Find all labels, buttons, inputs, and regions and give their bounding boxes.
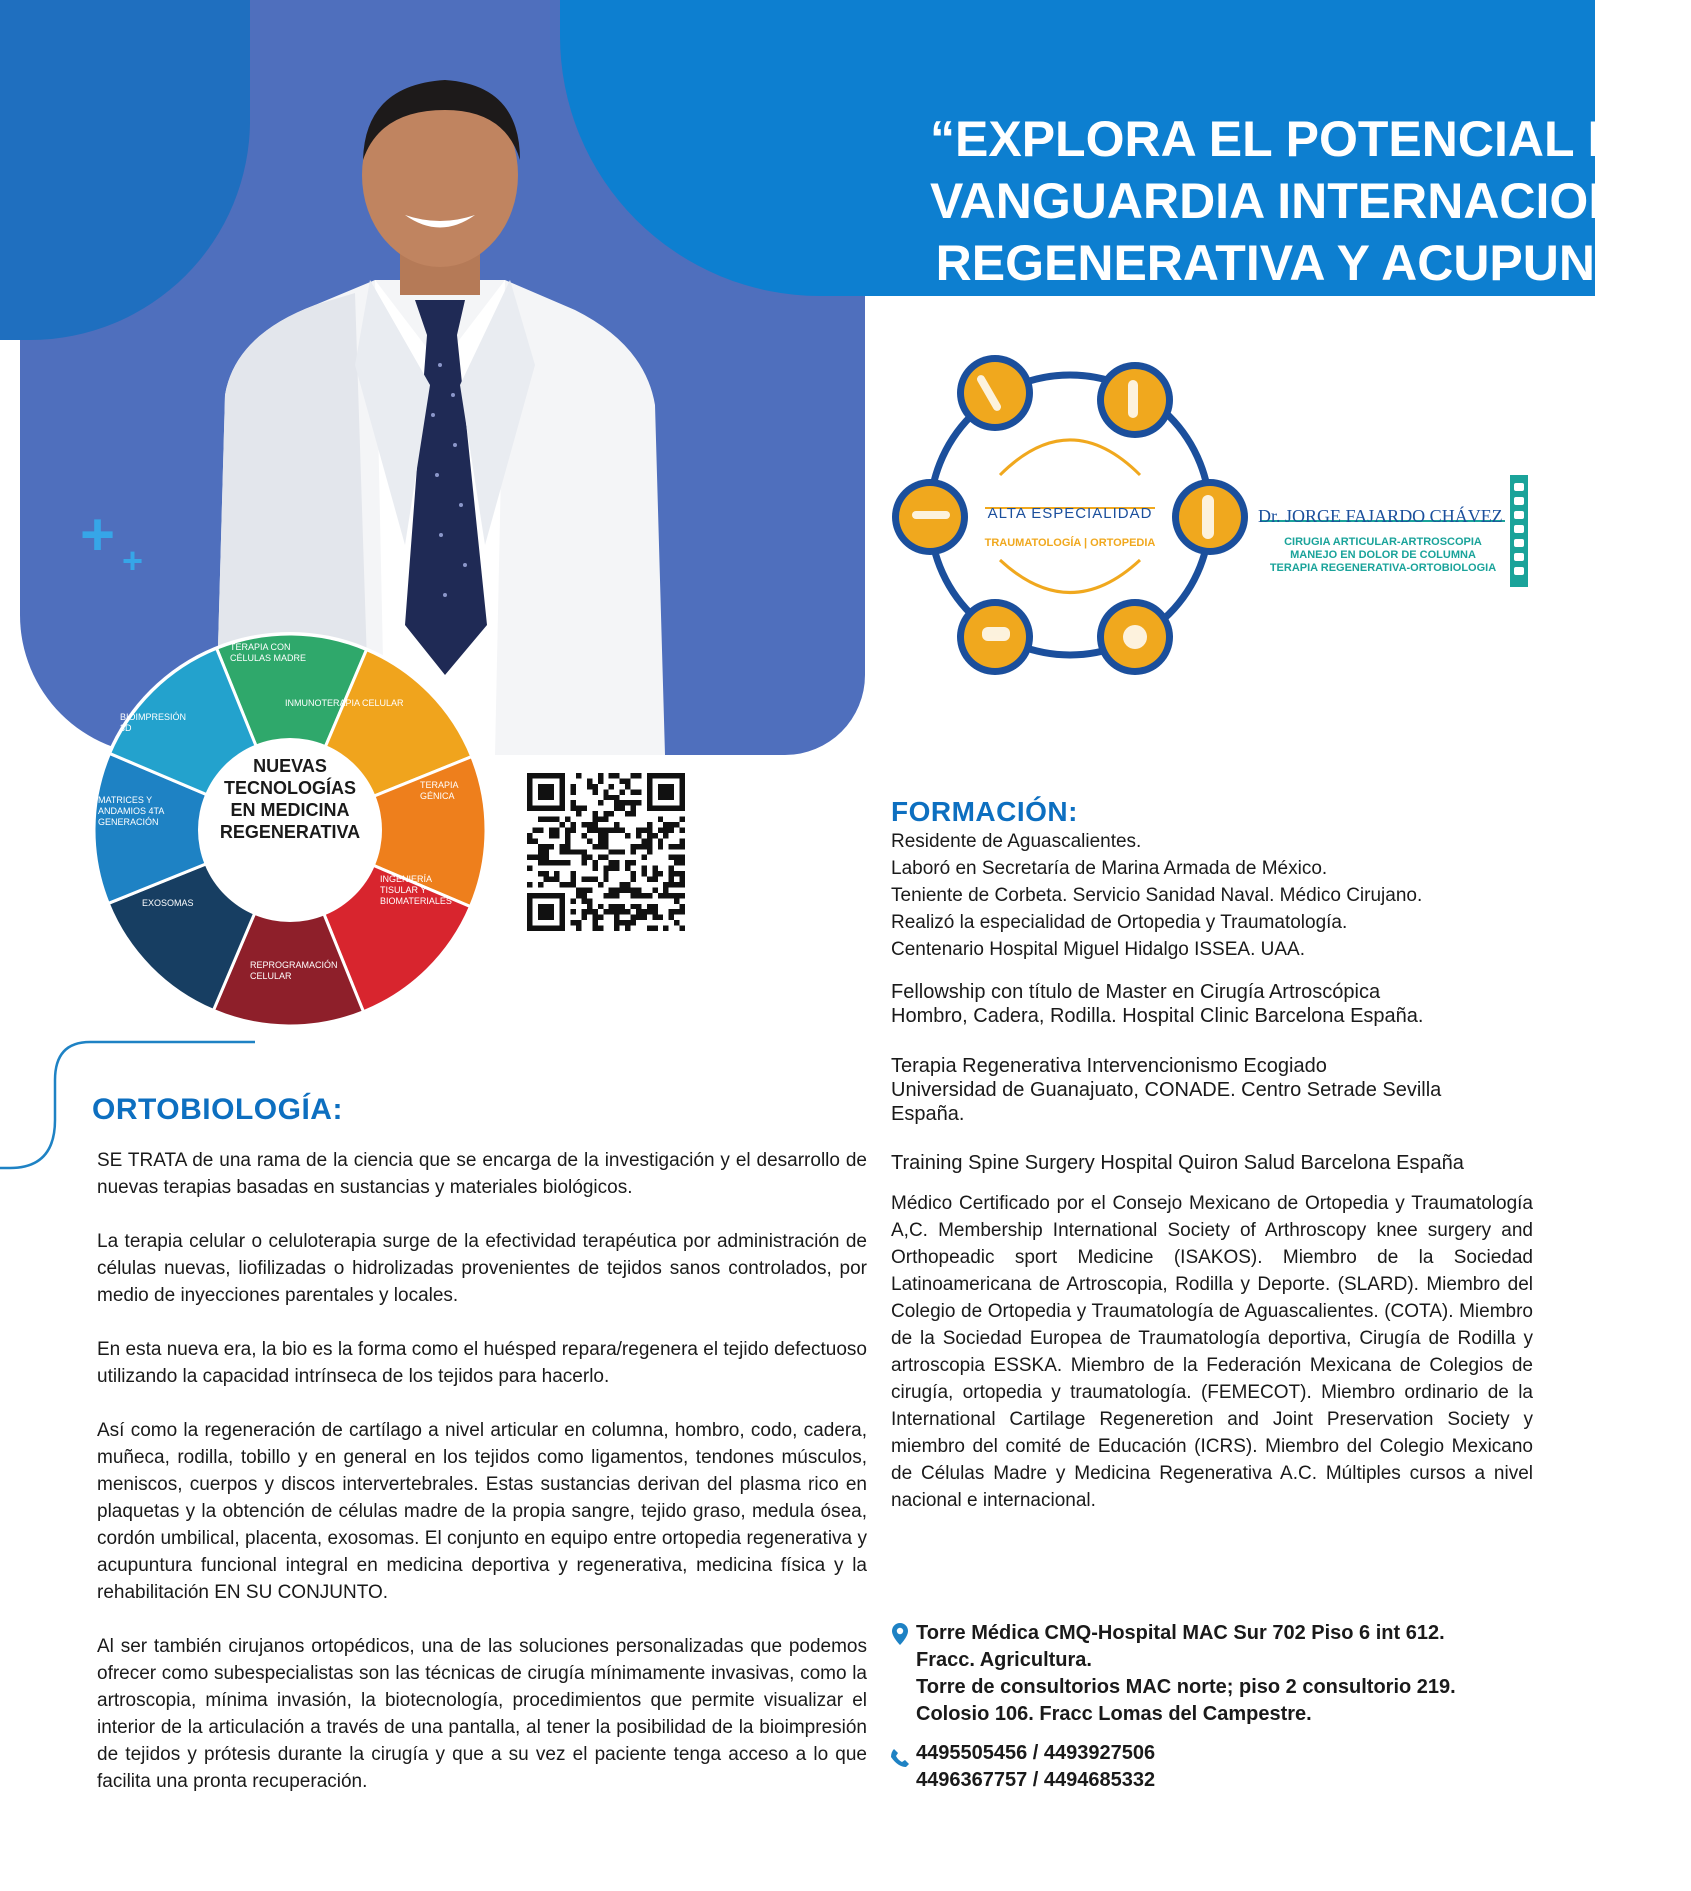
wheel-center-line-1: NUEVAS	[253, 756, 327, 776]
ortobiologia-paragraph-4: Así como la regeneración de cartílago a nivel articular en columna, hombro, codo, cadera, muñeca, rodilla, tobillo y en general en los tejidos como ligamentos, tendones músculos, meniscos, cuerpos y discos intervertebrales. Estas sustancias derivan del plasma rico en plaquetas y la obtención de células madre de la propia sangre, tejido graso, medula ósea, cordón umbilical, placenta, exosomas. El conjunto en equipo entre ortopedia regenerativa y acupuntura funcional integral en medicina deportiva y regenerativa, medicina física y la rehabilitación EN SU CONJUNTO.	[97, 1420, 867, 1603]
formacion-line: Terapia Regenerativa Intervencionismo Ecogiado	[891, 1055, 1327, 1077]
ortobiologia-paragraph-2: La terapia celular o celuloterapia surge de la efectividad terapéutica por administración de células nuevas, liofilizadas o hidrolizadas provenientes de tejidos sanos controlados, por medio de inyecciones parentales y locales.	[97, 1231, 867, 1306]
logo-services	[1258, 536, 1508, 575]
wheel-label-exosomes: EXOSOMAS	[142, 898, 194, 908]
wheel-label-immunotherapy: INMUNOTERAPIA CELULAR	[285, 698, 404, 708]
phone-number[interactable]: 4496367757 / 4494685332	[916, 1769, 1156, 1791]
formacion-block-1	[891, 828, 1531, 963]
address-line: Colosio 106. Fracc Lomas del Campestre.	[916, 1703, 1312, 1725]
logo-specialty: ALTA ESPECIALIDAD	[987, 505, 1153, 522]
formacion-line: Teniente de Corbeta. Servicio Sanidad Naval. Médico Cirujano.	[891, 885, 1423, 906]
ortobiologia-title: ORTOBIOLOGÍA:	[92, 1093, 343, 1126]
wheel-label-reprogramming: REPROGRAMACIÓN CELULAR	[250, 960, 338, 981]
formacion-line: Residente de Aguascalientes.	[891, 831, 1142, 852]
logo-doctor-name: Dr. JORGE FAJARDO CHÁVEZ	[1258, 506, 1503, 526]
formacion-block-4: Training Spine Surgery Hospital Quiron Salud Barcelona España	[891, 1152, 1464, 1174]
wheel-center-line-3: EN MEDICINA	[230, 800, 350, 820]
wheel-center-line-2: TECNOLOGÍAS	[223, 778, 356, 798]
formacion-line: Realizó la especialidad de Ortopedia y Traumatología.	[891, 912, 1348, 933]
map-pin-icon	[892, 1623, 908, 1645]
hero-title	[930, 108, 1691, 294]
address-line: Torre de consultorios MAC norte; piso 2 consultorio 219.	[916, 1676, 1456, 1698]
formacion-line: Fellowship con título de Master en Cirugía Artroscópica	[891, 981, 1381, 1003]
wheel-center-line-4: REGENERATIVA	[219, 822, 361, 842]
logo-service-3: TERAPIA REGENERATIVA-ORTOBIOLOGIA	[1269, 562, 1497, 574]
formacion-title: FORMACIÓN:	[891, 796, 1078, 827]
wheel-label-tissue-engineering: INGENIERÍA TISULAR Y BIOMATERIALES	[380, 874, 452, 906]
ortobiologia-paragraph-1: SE TRATA de una rama de la ciencia que se encarga de la investigación y el desarrollo de nuevas terapias basadas en sustancias y materiales biológicos.	[97, 1150, 867, 1198]
ortobiologia-paragraph-3: En esta nueva era, la bio es la forma como el huésped repara/regenera el tejido defectuoso utilizando la capacidad intrínseca de los tejidos para hacerlo.	[97, 1339, 867, 1387]
formacion-block-2	[891, 980, 1531, 1028]
formacion-line: Centenario Hospital Miguel Hidalgo ISSEA. UAA.	[891, 939, 1305, 960]
logo-service-1: CIRUGIA ARTICULAR-ARTROSCOPIA	[1284, 536, 1482, 548]
hero-title-line-3: REGENERATIVA Y ACUPUN	[935, 235, 1595, 291]
contact-phones	[916, 1740, 1316, 1794]
ortobiologia-paragraph-5: Al ser también cirujanos ortopédicos, una de las soluciones personalizadas que podemos ofrecer como subespecialistas son las técnicas de cirugía mínimamente invasivas, como la artroscopia, mínima invasión, la biotecnología, procedimientos que permite visualizar el interior de la articulación a través de una pantalla, al tener la posibilidad de la bioimpresión de tejidos y prótesis durante la cirugía y que a su vez el paciente tenga acceso a lo que facilita una pronta recuperación.	[97, 1636, 867, 1792]
formacion-line: España.	[891, 1103, 965, 1125]
contact-address	[916, 1620, 1556, 1728]
address-line: Fracc. Agricultura.	[916, 1649, 1092, 1671]
logo-subtitle: TRAUMATOLOGÍA | ORTOPEDIA	[984, 537, 1156, 549]
wheel-label-bioprinting: BIOIMPRESIÓN 3D	[120, 712, 187, 733]
ortobiologia-body	[97, 1147, 867, 1795]
address-line: Torre Médica CMQ-Hospital MAC Sur 702 Piso 6 int 612.	[916, 1622, 1445, 1644]
formacion-line: Universidad de Guanajuato, CONADE. Centro Setrade Sevilla	[891, 1079, 1442, 1101]
plus-icon-small: +	[122, 540, 144, 581]
formacion-line: Hombro, Cadera, Rodilla. Hospital Clinic Barcelona España.	[891, 1005, 1424, 1027]
regenerative-medicine-wheel	[90, 630, 490, 1030]
hero-title-line-1: “EXPLORA EL POTENCIAL DE	[930, 111, 1657, 167]
formacion-memberships: Médico Certificado por el Consejo Mexicano de Ortopedia y Traumatología A,C. Membership International Society of Arthroscopy knee surgery and Orthopeadic sport Medicine (ISAKOS). Miembro de la Sociedad Latinoamericana de Artroscopia, Rodilla y Deporte. (SLARD). Miembro del Colegio de Ortopedia y Traumatología de Aguascalientes. (COTA). Miembro de la Sociedad Europea de Traumatología deportiva, Cirugía de Rodilla y artroscopia ESSKA. Miembro de la Federación Mexicana de Colegios de cirugía, ortopedia y traumatología. (FEMECOT). Miembro ordinario de la International Cartilage Regeneretion and Joint Preservation Society y miembro del comité de Educación (ICRS). Miembro del Colegio Mexicano de Células Madre y Medicina Regenerativa A.C. Múltiples cursos a nivel nacional e internacional.	[891, 1193, 1533, 1511]
qr-code[interactable]	[527, 773, 685, 931]
wheel-label-stem-cells: TERAPIA CON CÉLULAS MADRE	[230, 642, 307, 663]
hero-title-line-2: VANGUARDIA INTERNACIONAL	[930, 173, 1691, 229]
wheel-label-matrices: MATRICES Y ANDAMIOS 4TA GENERACIÓN	[98, 795, 164, 827]
wheel-label-gene-therapy: TERAPIA GÉNICA	[420, 780, 459, 801]
formacion-line: Laboró en Secretaría de Marina Armada de México.	[891, 858, 1328, 879]
plus-icon: +	[80, 501, 116, 568]
logo-service-2: MANEJO EN DOLOR DE COLUMNA	[1290, 549, 1476, 561]
phone-icon	[890, 1748, 910, 1768]
formacion-block-3	[891, 1054, 1531, 1126]
phone-number[interactable]: 4495505456 / 4493927506	[916, 1742, 1156, 1764]
